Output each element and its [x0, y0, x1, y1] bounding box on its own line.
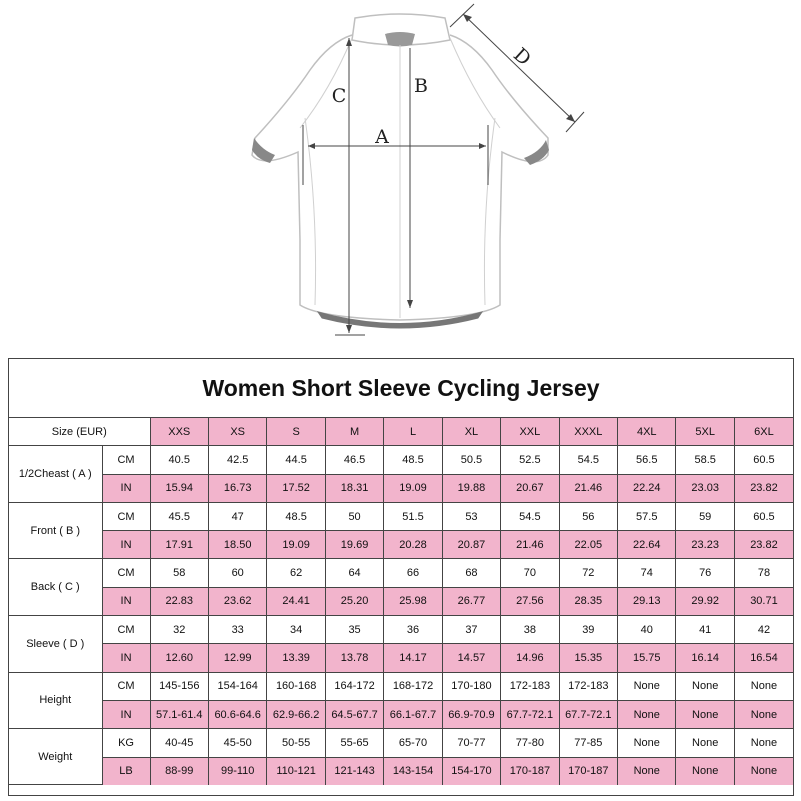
unit-cell: CM [102, 616, 150, 644]
value-cell: 170-187 [559, 757, 617, 785]
value-cell: 50-55 [267, 729, 325, 757]
value-cell: 52.5 [501, 446, 559, 474]
unit-cell: KG [102, 729, 150, 757]
value-cell: 50 [325, 502, 383, 530]
table-row [9, 700, 793, 728]
value-cell: 88-99 [150, 757, 208, 785]
value-cell: 22.24 [618, 474, 676, 502]
value-cell: 64 [325, 559, 383, 587]
value-cell: None [618, 700, 676, 728]
value-cell: 18.50 [208, 531, 266, 559]
jersey-diagram [0, 0, 801, 360]
size-header-cell: 5XL [676, 418, 734, 446]
value-cell: 15.35 [559, 644, 617, 672]
value-cell: 172-183 [559, 672, 617, 700]
value-cell: 29.13 [618, 587, 676, 615]
value-cell: 110-121 [267, 757, 325, 785]
unit-cell: IN [102, 700, 150, 728]
value-cell: 22.83 [150, 587, 208, 615]
value-cell: 66.1-67.7 [384, 700, 442, 728]
value-cell: 170-187 [501, 757, 559, 785]
value-cell: 40.5 [150, 446, 208, 474]
value-cell: 72 [559, 559, 617, 587]
value-cell: None [734, 700, 793, 728]
value-cell: 38 [501, 616, 559, 644]
value-cell: 48.5 [384, 446, 442, 474]
value-cell: None [676, 672, 734, 700]
value-cell: 45-50 [208, 729, 266, 757]
size-chart [8, 358, 794, 796]
value-cell: 46.5 [325, 446, 383, 474]
value-cell: 56 [559, 502, 617, 530]
value-cell: 16.54 [734, 644, 793, 672]
value-cell: 20.67 [501, 474, 559, 502]
value-cell: 28.35 [559, 587, 617, 615]
size-header-label: Size (EUR) [9, 418, 150, 446]
unit-cell: IN [102, 474, 150, 502]
value-cell: 36 [384, 616, 442, 644]
value-cell: None [618, 757, 676, 785]
value-cell: 76 [676, 559, 734, 587]
value-cell: None [676, 757, 734, 785]
table-row [9, 446, 793, 474]
value-cell: 164-172 [325, 672, 383, 700]
value-cell: 19.69 [325, 531, 383, 559]
value-cell: 23.23 [676, 531, 734, 559]
unit-cell: CM [102, 446, 150, 474]
value-cell: 21.46 [501, 531, 559, 559]
value-cell: 160-168 [267, 672, 325, 700]
value-cell: 20.87 [442, 531, 500, 559]
value-cell: 60.5 [734, 502, 793, 530]
value-cell: 41 [676, 616, 734, 644]
value-cell: 70-77 [442, 729, 500, 757]
value-cell: 68 [442, 559, 500, 587]
value-cell: None [734, 672, 793, 700]
value-cell: 34 [267, 616, 325, 644]
value-cell: 170-180 [442, 672, 500, 700]
table-row [9, 644, 793, 672]
size-header-cell: L [384, 418, 442, 446]
chart-title: Women Short Sleeve Cycling Jersey [9, 359, 793, 418]
unit-cell: IN [102, 644, 150, 672]
collar-inner [385, 32, 415, 47]
table-row [9, 559, 793, 587]
value-cell: 23.62 [208, 587, 266, 615]
measurement-name: Front ( B ) [9, 502, 102, 559]
unit-cell: LB [102, 757, 150, 785]
value-cell: 70 [501, 559, 559, 587]
unit-cell: CM [102, 502, 150, 530]
value-cell: 13.78 [325, 644, 383, 672]
value-cell: 42 [734, 616, 793, 644]
value-cell: 15.75 [618, 644, 676, 672]
value-cell: 42.5 [208, 446, 266, 474]
table-row [9, 616, 793, 644]
value-cell: 154-170 [442, 757, 500, 785]
value-cell: 33 [208, 616, 266, 644]
value-cell: 17.52 [267, 474, 325, 502]
value-cell: 54.5 [559, 446, 617, 474]
measure-b-label: B [414, 75, 428, 97]
value-cell: 57.5 [618, 502, 676, 530]
value-cell: 24.41 [267, 587, 325, 615]
value-cell: 53 [442, 502, 500, 530]
value-cell: 66.9-70.9 [442, 700, 500, 728]
value-cell: 74 [618, 559, 676, 587]
value-cell: 44.5 [267, 446, 325, 474]
measure-d-tick-top [450, 4, 474, 27]
value-cell: 59 [676, 502, 734, 530]
unit-cell: CM [102, 672, 150, 700]
measurement-name: 1/2Cheast ( A ) [9, 446, 102, 503]
value-cell: 78 [734, 559, 793, 587]
table-row [9, 757, 793, 785]
value-cell: 48.5 [267, 502, 325, 530]
value-cell: 19.88 [442, 474, 500, 502]
value-cell: None [734, 729, 793, 757]
value-cell: 12.60 [150, 644, 208, 672]
value-cell: 23.82 [734, 531, 793, 559]
value-cell: 60.6-64.6 [208, 700, 266, 728]
measure-d-label: D [508, 43, 536, 71]
table-row [9, 474, 793, 502]
value-cell: 67.7-72.1 [559, 700, 617, 728]
measure-c-arrow-bottom [346, 325, 352, 333]
value-cell: 37 [442, 616, 500, 644]
value-cell: 40-45 [150, 729, 208, 757]
value-cell: 51.5 [384, 502, 442, 530]
size-header-cell: XXXL [559, 418, 617, 446]
value-cell: 40 [618, 616, 676, 644]
value-cell: 30.71 [734, 587, 793, 615]
value-cell: 65-70 [384, 729, 442, 757]
table-row [9, 502, 793, 530]
size-header-cell: M [325, 418, 383, 446]
size-header-cell: XL [442, 418, 500, 446]
size-header-cell: 6XL [734, 418, 793, 446]
value-cell: 17.91 [150, 531, 208, 559]
value-cell: 172-183 [501, 672, 559, 700]
measurement-name: Weight [9, 729, 102, 785]
value-cell: 22.64 [618, 531, 676, 559]
value-cell: 21.46 [559, 474, 617, 502]
unit-cell: CM [102, 559, 150, 587]
value-cell: 35 [325, 616, 383, 644]
value-cell: 77-85 [559, 729, 617, 757]
measurement-name: Height [9, 672, 102, 729]
value-cell: 14.17 [384, 644, 442, 672]
value-cell: 14.96 [501, 644, 559, 672]
value-cell: 58 [150, 559, 208, 587]
value-cell: 121-143 [325, 757, 383, 785]
value-cell: None [618, 672, 676, 700]
value-cell: 27.56 [501, 587, 559, 615]
value-cell: 45.5 [150, 502, 208, 530]
value-cell: 60.5 [734, 446, 793, 474]
value-cell: None [734, 757, 793, 785]
value-cell: 54.5 [501, 502, 559, 530]
measurement-name: Sleeve ( D ) [9, 616, 102, 673]
value-cell: 47 [208, 502, 266, 530]
value-cell: 19.09 [267, 531, 325, 559]
table-row [9, 672, 793, 700]
value-cell: 32 [150, 616, 208, 644]
value-cell: 20.28 [384, 531, 442, 559]
value-cell: 23.03 [676, 474, 734, 502]
value-cell: 39 [559, 616, 617, 644]
value-cell: 64.5-67.7 [325, 700, 383, 728]
table-row [9, 587, 793, 615]
value-cell: 62 [267, 559, 325, 587]
value-cell: 13.39 [267, 644, 325, 672]
value-cell: 67.7-72.1 [501, 700, 559, 728]
value-cell: 18.31 [325, 474, 383, 502]
unit-cell: IN [102, 587, 150, 615]
value-cell: 16.73 [208, 474, 266, 502]
value-cell: None [618, 729, 676, 757]
table-row [9, 729, 793, 757]
value-cell: 55-65 [325, 729, 383, 757]
value-cell: 29.92 [676, 587, 734, 615]
value-cell: 145-156 [150, 672, 208, 700]
value-cell: 154-164 [208, 672, 266, 700]
value-cell: 57.1-61.4 [150, 700, 208, 728]
measure-c-label: C [331, 85, 347, 107]
value-cell: 58.5 [676, 446, 734, 474]
value-cell: 50.5 [442, 446, 500, 474]
value-cell: 25.98 [384, 587, 442, 615]
value-cell: None [676, 700, 734, 728]
value-cell: 168-172 [384, 672, 442, 700]
value-cell: 77-80 [501, 729, 559, 757]
value-cell: 15.94 [150, 474, 208, 502]
value-cell: 62.9-66.2 [267, 700, 325, 728]
value-cell: 99-110 [208, 757, 266, 785]
size-header-row [9, 418, 793, 446]
value-cell: 16.14 [676, 644, 734, 672]
value-cell: 60 [208, 559, 266, 587]
size-header-cell: XS [208, 418, 266, 446]
measurement-name: Back ( C ) [9, 559, 102, 616]
unit-cell: IN [102, 531, 150, 559]
measure-a-label: A [375, 126, 389, 148]
value-cell: 143-154 [384, 757, 442, 785]
size-header-cell: 4XL [618, 418, 676, 446]
value-cell: None [676, 729, 734, 757]
value-cell: 25.20 [325, 587, 383, 615]
value-cell: 23.82 [734, 474, 793, 502]
value-cell: 56.5 [618, 446, 676, 474]
table-row [9, 531, 793, 559]
value-cell: 19.09 [384, 474, 442, 502]
size-header-cell: S [267, 418, 325, 446]
size-table [9, 417, 793, 785]
value-cell: 66 [384, 559, 442, 587]
value-cell: 26.77 [442, 587, 500, 615]
size-header-cell: XXS [150, 418, 208, 446]
value-cell: 22.05 [559, 531, 617, 559]
value-cell: 14.57 [442, 644, 500, 672]
size-header-cell: XXL [501, 418, 559, 446]
value-cell: 12.99 [208, 644, 266, 672]
